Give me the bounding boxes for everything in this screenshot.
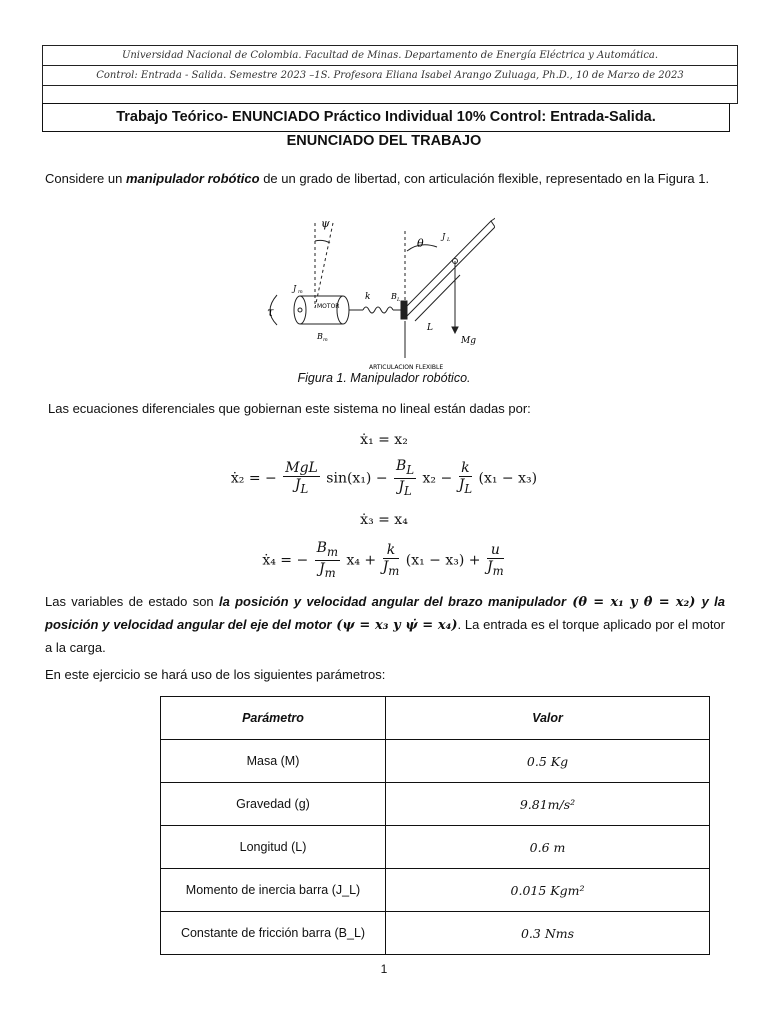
- intro-emphasis: manipulador robótico: [125, 171, 260, 186]
- svg-text:L: L: [447, 237, 451, 243]
- page-number: 1: [380, 962, 388, 976]
- intro-paragraph: Considere un manipulador robótico de un grado de libertad, con articulación flexible, representado en la Figura 1.: [45, 171, 710, 186]
- mg-label: Mg: [461, 336, 476, 346]
- bm-label: B: [317, 332, 323, 341]
- param-value: 0.3 Nms: [386, 912, 710, 955]
- param-name: Masa (M): [161, 740, 386, 783]
- parameters-intro: En este ejercicio se hará uso de los siguientes parámetros:: [45, 667, 386, 682]
- header-blank-row: [43, 86, 737, 103]
- equations-intro: Las ecuaciones diferenciales que gobiernan este sistema no lineal están dadas por:: [48, 401, 531, 416]
- param-name: Momento de inercia barra (J_L): [161, 869, 386, 912]
- param-name: Constante de fricción barra (B_L): [161, 912, 386, 955]
- equation-4: ẋ₄ = − $\frac{B_m}{J_m}$ x₄ + $\frac{k}{J_m}$ (x₁ − x₃) + $\frac{u}{J_m}$: [262, 540, 504, 580]
- table-row: [161, 826, 710, 869]
- param-name: Longitud (L): [161, 826, 386, 869]
- table-row: [161, 912, 710, 955]
- document-header: [42, 45, 738, 104]
- state-variables-paragraph: Las variables de estado son la posición y velocidad angular del brazo manipulador (θ = x₁ y θ̇ = x₂) y la posición y velocidad angular del eje del motor (ψ = x₃ y ψ̇ = x₄). La entrada es el torque aplicado por el motor a la carga.: [45, 594, 726, 655]
- header-course: Control: Entrada - Salida. Semestre 2023 –1S. Profesora Eliana Isabel Arango Zuluaga, Ph.D., 10 de Marzo de 2023: [43, 66, 737, 86]
- svg-text:L: L: [397, 297, 401, 303]
- theta-label: θ: [417, 237, 424, 250]
- param-value: 9.81m/s²: [386, 783, 710, 826]
- jm-label: J: [293, 284, 297, 293]
- svg-text:m: m: [298, 289, 303, 295]
- header-value: Valor: [386, 697, 710, 740]
- param-value: 0.6 m: [386, 826, 710, 869]
- header-parameter: Parámetro: [161, 697, 386, 740]
- bl-label: B: [391, 292, 397, 301]
- table-header-row: [161, 697, 710, 740]
- tau-label: τ: [267, 305, 274, 319]
- header-institution: Universidad Nacional de Colombia. Facultad de Minas. Departamento de Energía Eléctrica y Automática.: [43, 46, 737, 66]
- section-title: ENUNCIADO DEL TRABAJO: [286, 133, 482, 149]
- figure-caption: Figura 1. Manipulador robótico.: [297, 371, 471, 385]
- table-row: [161, 869, 710, 912]
- equation-1: ẋ₁ = x₂: [360, 432, 408, 448]
- robot-manipulator-figure: [255, 213, 495, 373]
- param-value: 0.5 Kg: [386, 740, 710, 783]
- svg-text:m: m: [323, 337, 328, 343]
- document-title: Trabajo Teórico- ENUNCIADO Práctico Individual 10% Control: Entrada-Salida.: [42, 103, 730, 132]
- jl-label: J: [442, 232, 446, 241]
- psi-label: ψ: [321, 217, 330, 230]
- param-name: Gravedad (g): [161, 783, 386, 826]
- spring-k-label: k: [365, 292, 371, 302]
- table-row: [161, 740, 710, 783]
- equation-2: ẋ₂ = − $\frac{\text{MgL}}{J_L}$ sin(x₁) − $\frac{B_L}{J_L}$ x₂ − $\frac{k}{J_L}$ (x₁ − x₃): [230, 458, 538, 498]
- length-label: L: [427, 323, 433, 333]
- motor-label: MOTOR: [317, 303, 340, 310]
- parameters-table: [160, 696, 710, 955]
- param-value: 0.015 Kgm²: [386, 869, 710, 912]
- table-row: [161, 783, 710, 826]
- equation-3: ẋ₃ = x₄: [360, 512, 408, 528]
- joint-label: ARTICULACION FLEXIBLE: [369, 364, 444, 371]
